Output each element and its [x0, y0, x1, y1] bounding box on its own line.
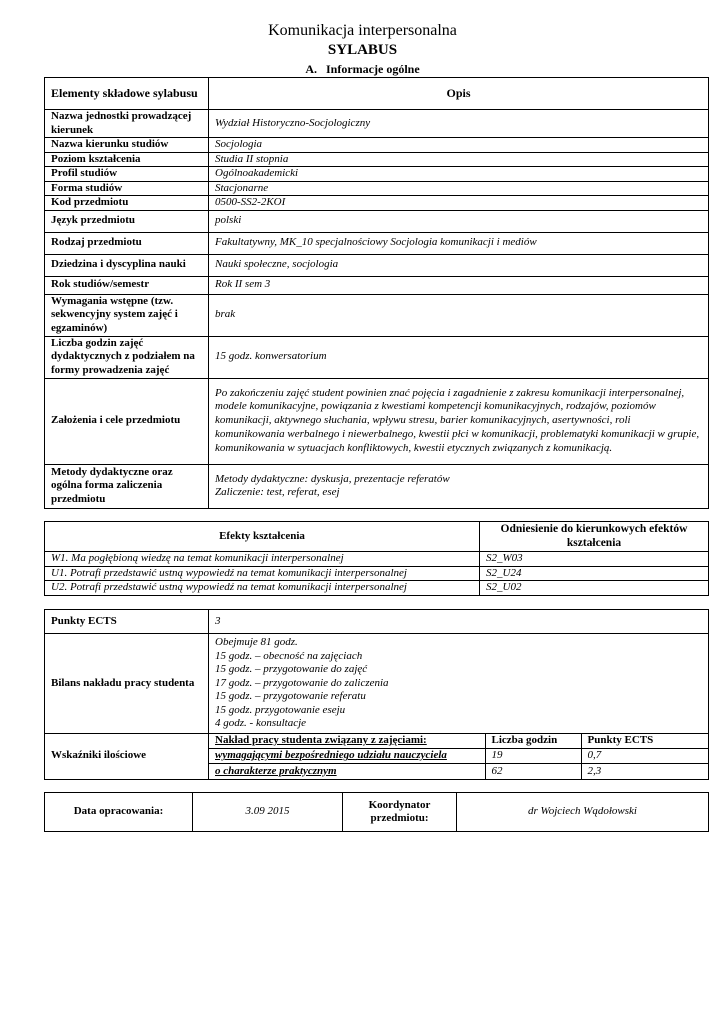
workload-line: 15 godz. – przygotowanie referatu	[215, 690, 366, 702]
outcome-text: U1. Potrafi przedstawić ustną wypowiedź na temat komunikacji interpersonalnej	[45, 566, 480, 581]
section-heading: A. Informacje ogólne	[305, 62, 420, 76]
row-value: 15 godz. konwersatorium	[209, 336, 709, 378]
row-value: Fakultatywny, MK_10 specjalnościowy Socjologia komunikacji i mediów	[209, 232, 709, 254]
workload-line: Obejmuje 81 godz.	[215, 636, 298, 648]
document-type: SYLABUS	[327, 42, 398, 58]
indicators-table	[209, 734, 708, 779]
indicator-row-label	[209, 764, 485, 779]
row-label: Wymagania wstępne (tzw. sekwencyjny system zajęć i egzaminów)	[45, 294, 209, 336]
row-label: Poziom kształcenia	[45, 152, 209, 167]
row-label: Liczba godzin zajęć dydaktycznych z podziałem na formy prowadzenia zajęć	[45, 336, 209, 378]
outcome-code: S2_U24	[480, 566, 709, 581]
indicator-row-label	[209, 749, 485, 764]
row-value: Wydział Historyczno-Socjologiczny	[209, 110, 709, 138]
course-title: Komunikacja interpersonalna	[268, 22, 457, 39]
coordinator-value: dr Wojciech Wądołowski	[457, 793, 709, 832]
outcome-text: U2. Potrafi przedstawić ustną wypowiedź na temat komunikacji interpersonalnej	[45, 581, 480, 596]
date-label: Data opracowania:	[45, 793, 193, 832]
row-value: Nauki społeczne, socjologia	[209, 254, 709, 276]
learning-outcomes-table	[44, 521, 709, 596]
indicator-row-text: wymagającymi bezpośredniego udziału nauczyciela	[215, 749, 447, 762]
outcome-text: W1. Ma pogłębioną wiedzę na temat komunikacji interpersonalnej	[45, 552, 480, 567]
row-value: Stacjonarne	[209, 181, 709, 196]
row-value: Studia II stopnia	[209, 152, 709, 167]
indicators-head-points: Punkty ECTS	[581, 734, 708, 749]
column-header-effects: Efekty kształcenia	[45, 522, 480, 552]
row-value: polski	[209, 210, 709, 232]
column-header-reference: Odniesienie do kierunkowych efektów kształcenia	[480, 522, 709, 552]
row-label: Język przedmiotu	[45, 210, 209, 232]
ects-table	[44, 609, 709, 780]
workload-list	[209, 634, 709, 734]
row-label: Rodzaj przedmiotu	[45, 232, 209, 254]
ects-points-value: 3	[209, 610, 709, 634]
outcome-code: S2_U02	[480, 581, 709, 596]
row-label: Nazwa kierunku studiów	[45, 138, 209, 153]
indicator-row-hours: 62	[485, 764, 581, 779]
row-label: Rok studiów/semestr	[45, 276, 209, 294]
row-value: Rok II sem 3	[209, 276, 709, 294]
row-label: Założenia i cele przedmiotu	[45, 378, 209, 464]
indicator-row-text: o charakterze praktycznym	[215, 764, 337, 777]
indicators-head-work	[209, 734, 485, 749]
general-info-table	[44, 77, 709, 509]
row-value: brak	[209, 294, 709, 336]
column-header-description: Opis	[209, 78, 709, 110]
indicators-label: Wskaźniki ilościowe	[45, 733, 209, 779]
row-label: Forma studiów	[45, 181, 209, 196]
footer-table	[44, 792, 709, 832]
workload-label: Bilans nakładu pracy studenta	[45, 634, 209, 734]
row-value: 0500-SS2-2KOI	[209, 196, 709, 211]
indicator-row-points: 0,7	[581, 749, 708, 764]
row-label: Metody dydaktyczne oraz ogólna forma zaliczenia przedmiotu	[45, 464, 209, 508]
row-label: Kod przedmiotu	[45, 196, 209, 211]
workload-line: 15 godz. – obecność na zajęciach	[215, 649, 363, 662]
row-label: Profil studiów	[45, 167, 209, 182]
indicators-cell	[209, 733, 709, 779]
workload-line: 4 godz. - konsultacje	[215, 717, 307, 729]
indicators-head-text: Nakład pracy studenta związany z zajęciami:	[215, 734, 427, 746]
row-label: Nazwa jednostki prowadzącej kierunek	[45, 110, 209, 138]
row-value: Ogólnoakademicki	[209, 167, 709, 182]
coordinator-label: Koordynator przedmiotu:	[343, 793, 457, 832]
workload-line: 15 godz. – przygotowanie do zajęć	[215, 663, 368, 675]
row-value: Po zakończeniu zajęć student powinien znać pojęcia i zagadnienie z zakresu komunikacji interpersonalnej, modele komunikacyjne, powiązania z kwestiami kompetencji komunikacyjnych, rodzajów, poziomów komunikacji, aktywnego słuchania, wpływu stresu, barier komunikacyjnych, asertywności, roli komunikowania werbalnego i niewerbalnego, kwestii płci w komunikacji, problematyki komunikacji w grupie, komunikowania w sytuacjach konfliktowych, kwestii etycznych związanych z komunikacją.	[209, 378, 709, 464]
column-header-elements: Elementy składowe sylabusu	[45, 78, 209, 110]
ects-points-label: Punkty ECTS	[45, 610, 209, 634]
indicators-head-hours: Liczba godzin	[485, 734, 581, 749]
row-value: Socjologia	[209, 138, 709, 153]
row-label: Dziedzina i dyscyplina nauki	[45, 254, 209, 276]
row-value: Metody dydaktyczne: dyskusja, prezentacje referatów Zaliczenie: test, referat, esej	[209, 464, 709, 508]
date-value: 3.09 2015	[193, 793, 343, 832]
indicator-row-hours: 19	[485, 749, 581, 764]
indicator-row-points: 2,3	[581, 764, 708, 779]
workload-line: 15 godz. przygotowanie eseju	[215, 703, 346, 716]
workload-line: 17 godz. – przygotowanie do zaliczenia	[215, 676, 389, 689]
outcome-code: S2_W03	[480, 552, 709, 567]
